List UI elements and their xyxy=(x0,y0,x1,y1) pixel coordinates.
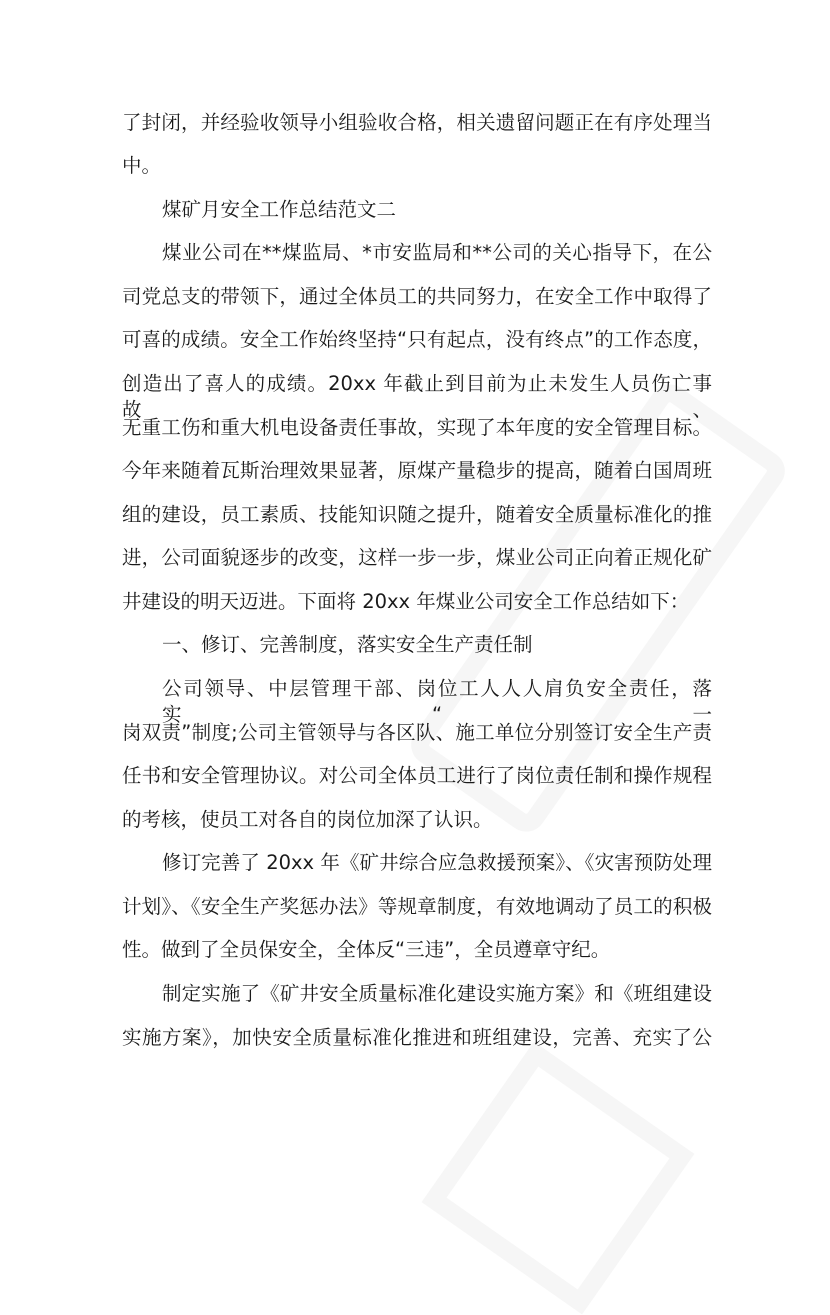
paragraph-line: 创造出了喜人的成绩。20xx 年截止到目前为止未发生人员伤亡事故、 xyxy=(122,372,712,421)
paragraph-line: 修订完善了 20xx 年《矿井综合应急救援预案》、《灾害预防处理 xyxy=(162,851,712,874)
paragraph-line: 了封闭，并经验收领导小组验收合格，相关遗留问题正在有序处理当 xyxy=(122,111,712,134)
paragraph-line: 井建设的明天迈进。下面将 20xx 年煤业公司安全工作总结如下： xyxy=(122,590,690,613)
paragraph-line: 无重工伤和重大机电设备责任事故，实现了本年度的安全管理目标。 xyxy=(122,416,712,439)
section-heading: 一、修订、完善制度，落实安全生产责任制 xyxy=(162,633,533,656)
paragraph-line: 煤业公司在**煤监局、*市安监局和**公司的关心指导下，在公 xyxy=(162,241,712,264)
paragraph-line: 岗双责”制度;公司主管领导与各区队、施工单位分别签订安全生产责 xyxy=(122,721,712,744)
paragraph-line: 的考核，使员工对各自的岗位加深了认识。 xyxy=(122,808,493,831)
paragraph-line: 性。做到了全员保安全，全体反“三违”，全员遵章守纪。 xyxy=(122,938,611,961)
paragraph-line: 进，公司面貌逐步的改变，这样一步一步，煤业公司正向着正规化矿 xyxy=(122,546,712,569)
paragraph-line: 可喜的成绩。安全工作始终坚持“只有起点，没有终点”的工作态度， xyxy=(122,328,712,351)
paragraph-line: 任书和安全管理协议。对公司全体员工进行了岗位责任制和操作规程 xyxy=(122,764,712,787)
paragraph-line: 组的建设，员工素质、技能知识随之提升，随着安全质量标准化的推 xyxy=(122,503,712,526)
section-heading: 煤矿月安全工作总结范文二 xyxy=(162,198,397,221)
paragraph-line: 计划》、《安全生产奖惩办法》等规章制度，有效地调动了员工的积极 xyxy=(122,895,712,918)
paragraph-line: 今年来随着瓦斯治理效果显著，原煤产量稳步的提高，随着白国周班 xyxy=(122,459,712,482)
watermark xyxy=(422,1042,695,1315)
paragraph-line: 公司领导、中层管理干部、岗位工人人人肩负安全责任，落实“一 xyxy=(162,677,712,726)
paragraph-line: 实施方案》，加快安全质量标准化推进和班组建设，完善、充实了公 xyxy=(122,1026,712,1049)
paragraph-line: 制定实施了《矿井安全质量标准化建设实施方案》和《班组建设 xyxy=(162,982,712,1005)
paragraph-line: 中。 xyxy=(122,154,162,177)
paragraph-line: 司党总支的带领下，通过全体员工的共同努力，在安全工作中取得了 xyxy=(122,285,712,308)
